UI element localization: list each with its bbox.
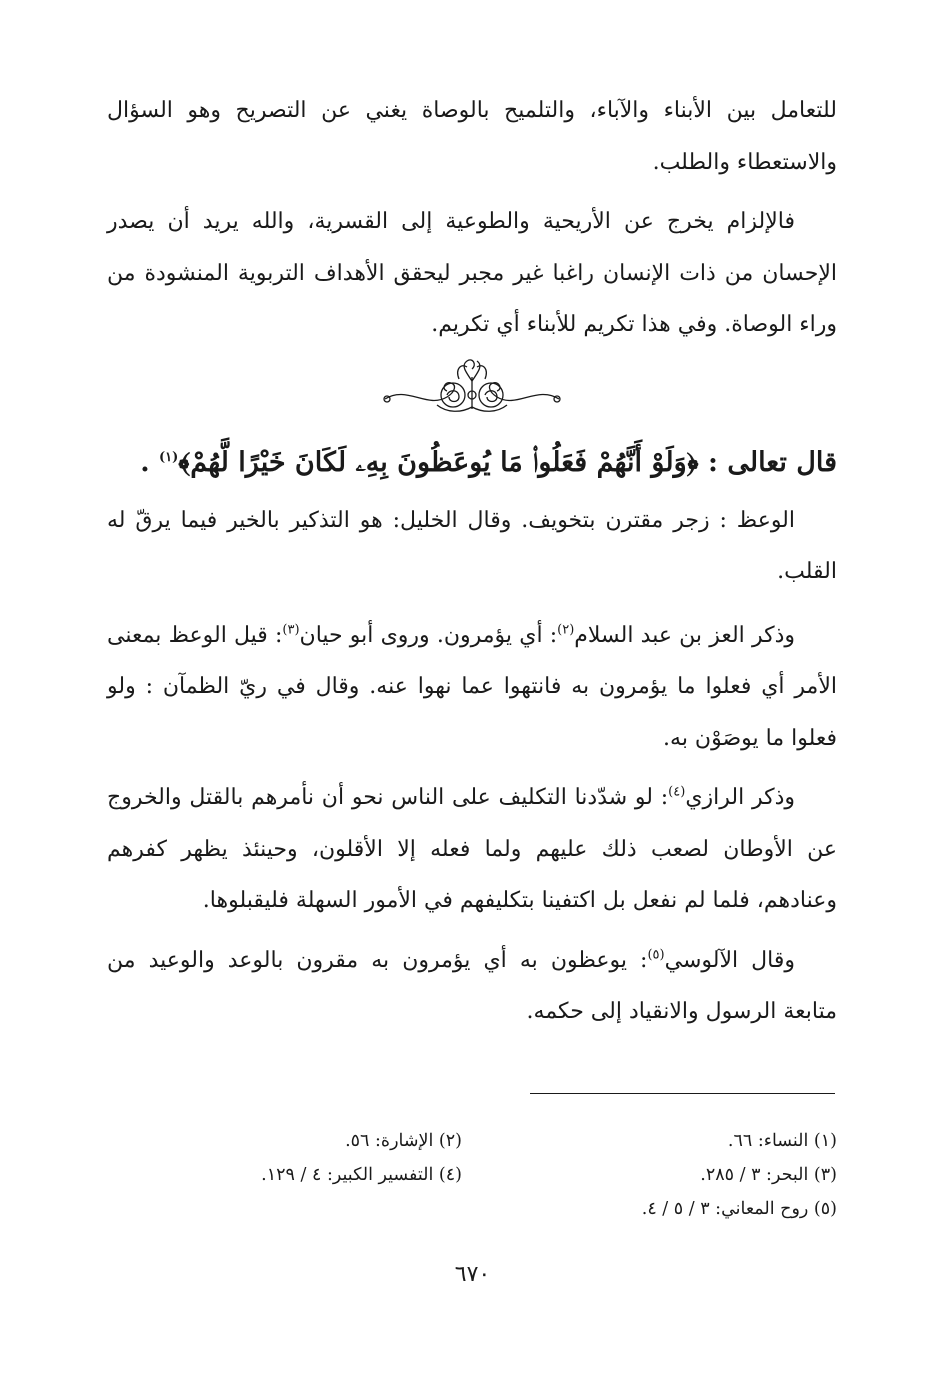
paragraph-4-part-c: : قيل الوعظ بمعنى الأمر أي فعلوا ما يؤمرون به فانتهوا عما نهوا عنه. وقال في ريّ الظمآن : ولو فعلوا ما يوصَوْن به.: [107, 622, 837, 751]
footnote-ref-1: (١): [159, 449, 179, 465]
footnote-ref-3: (٣): [282, 622, 300, 638]
paragraph-1: للتعامل بين الأبناء والآباء، والتلميح بالوصاة يغني عن التصريح وهو السؤال والاستعطاء والطلب.: [107, 98, 837, 175]
verse-intro: قال تعالى :: [698, 446, 837, 478]
paragraph-5-part-b: : لو شدّدنا التكليف على الناس نحو أن نأمرهم بالقتل والخروج عن الأوطان لصعب ذلك عليهم ولما فعله إلا الأقلون، وحينئذ يظهر كفرهم وعنادهم، فلما لم نفعل بل اكتفينا بتكليفهم في الأمور السهلة فليقبلوها.: [107, 785, 837, 913]
footnote-ref-5: (٥): [647, 947, 665, 963]
verse-end: .: [140, 446, 159, 478]
page-number: ٦٧٠: [454, 1262, 491, 1287]
footnote-5: (٥) روح المعاني: ٣ / ٥ / ٤.: [641, 1199, 837, 1219]
paragraph-3: الوعظ : زجر مقترن بتخويف. وقال الخليل: هو التذكير بالخير فيما يرقّ له القلب.: [107, 507, 837, 584]
footnote-ref-2: (٢): [557, 622, 575, 638]
paragraph-6-part-a: وقال الآلوسي: [664, 947, 795, 973]
paragraph-2: فالإلزام يخرج عن الأريحية والطوعية إلى القسرية، والله يريد أن يصدر الإحسان من ذات الإنسان راغبا غير مجبر ليحقق الأهداف التربوية المنشودة من وراء الوصاة. وفي هذا تكريم للأبناء أي تكريم.: [107, 209, 837, 337]
paragraph-6: [107, 935, 837, 1038]
footnote-divider: [530, 1093, 835, 1094]
paragraph-4-part-a: وذكر العز بن عبد السلام: [574, 622, 795, 648]
paragraph-5-part-a: وذكر الرازي: [685, 785, 796, 810]
footnote-3: (٣) البحر: ٣ / ٢٨٥.: [700, 1165, 837, 1185]
footnote-4: (٤) التفسير الكبير: ٤ / ١٢٩.: [261, 1165, 462, 1185]
paragraph-4-part-b: : أي يؤمرون. وروى أبو حيان: [299, 622, 558, 648]
footnote-1: (١) النساء: ٦٦.: [727, 1131, 837, 1151]
quran-verse: ﴿وَلَوْ أَنَّهُمْ فَعَلُوا۟ مَا يُوعَظُونَ بِهِۦ لَكَانَ خَيْرًا لَّهُمْ﴾: [178, 446, 699, 478]
footnote-ref-4: (٤): [668, 784, 686, 800]
main-text: [107, 85, 837, 1038]
footnote-2: (٢) الإشارة: ٥٦.: [345, 1131, 462, 1151]
paragraph-6-part-b: : يوعظون به أي يؤمرون به مقرون بالوعد والوعيد من متابعة الرسول والانقياد إلى حكمه.: [107, 947, 837, 1024]
floral-divider-icon: [377, 355, 567, 419]
footnotes: [107, 1124, 837, 1226]
verse-line: [107, 431, 837, 495]
paragraph-4: [107, 610, 837, 765]
paragraph-5: [107, 772, 837, 927]
